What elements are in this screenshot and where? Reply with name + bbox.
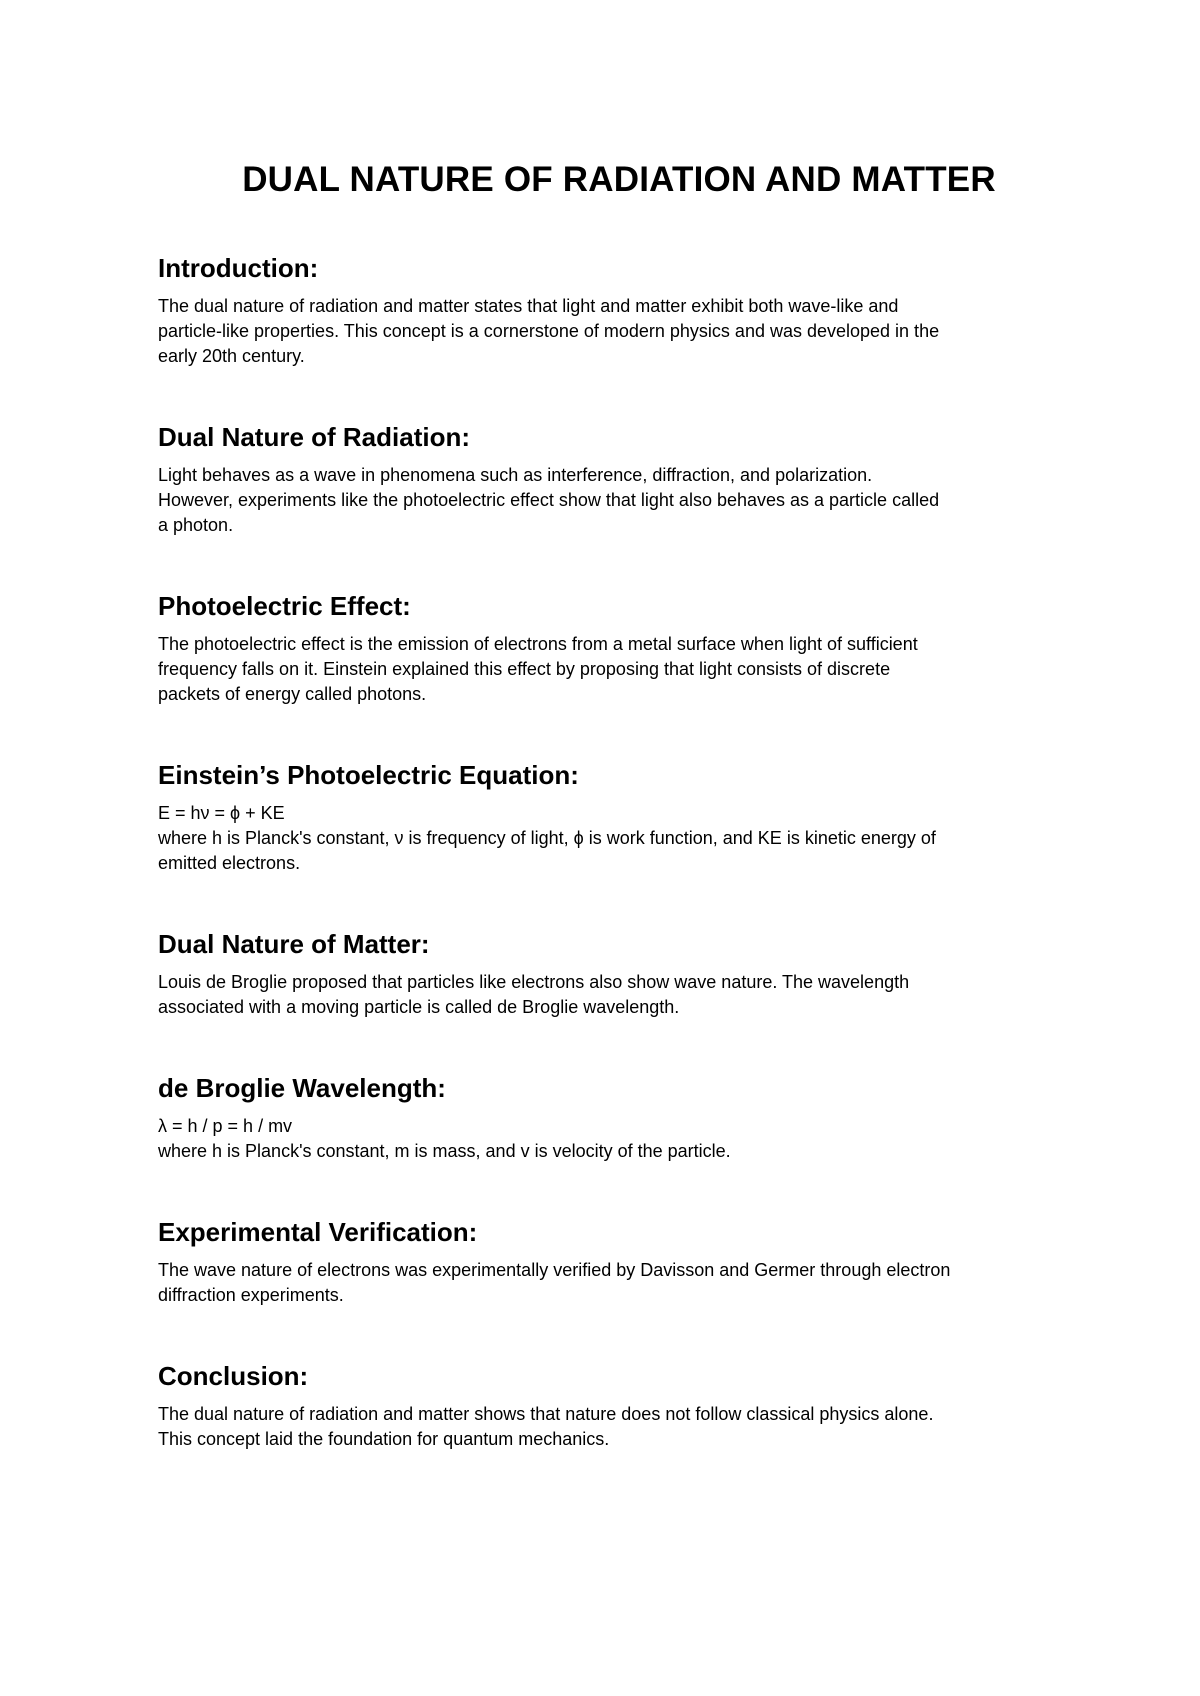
section-heading: Einstein’s Photoelectric Equation:	[158, 760, 579, 790]
section-body	[158, 294, 1070, 369]
section-de-broglie-wavelength	[158, 1020, 1070, 1164]
body-line: where h is Planck's constant, m is mass, and v is velocity of the particle.	[158, 1141, 731, 1161]
body-line: The wave nature of electrons was experimentally verified by Davisson and Germer through electron	[158, 1260, 951, 1280]
body-line: Light behaves as a wave in phenomena such as interference, diffraction, and polarization.	[158, 465, 873, 485]
section-heading: Dual Nature of Radiation:	[158, 422, 471, 452]
body-line: where h is Planck's constant, ν is frequency of light, ϕ is work function, and KE is kinetic energy of	[158, 828, 936, 848]
section-einstein-equation	[158, 707, 1070, 876]
section-introduction	[158, 202, 1070, 369]
section-heading: Experimental Verification:	[158, 1217, 478, 1247]
section-body	[158, 1258, 1070, 1308]
section-body	[158, 1402, 1070, 1452]
section-photoelectric-effect	[158, 538, 1070, 707]
section-dual-nature-of-radiation	[158, 369, 1070, 538]
section-heading: Dual Nature of Matter:	[158, 929, 430, 959]
body-line: a photon.	[158, 515, 234, 535]
section-heading: Introduction:	[158, 253, 319, 283]
body-line: The dual nature of radiation and matter states that light and matter exhibit both wave-like and	[158, 296, 899, 316]
body-line: frequency falls on it. Einstein explained this effect by proposing that light consists of discrete	[158, 659, 891, 679]
body-line: The photoelectric effect is the emission of electrons from a metal surface when light of sufficient	[158, 634, 918, 654]
body-line: emitted electrons.	[158, 853, 301, 873]
body-line: diffraction experiments.	[158, 1285, 344, 1305]
body-line: This concept laid the foundation for quantum mechanics.	[158, 1429, 610, 1449]
section-body	[158, 801, 1070, 876]
equation-line: E = hν = ϕ + KE	[158, 803, 285, 823]
section-body	[158, 463, 1070, 538]
body-line: However, experiments like the photoelectric effect show that light also behaves as a particle called	[158, 490, 940, 510]
body-line: associated with a moving particle is called de Broglie wavelength.	[158, 997, 680, 1017]
body-line: particle-like properties. This concept is a cornerstone of modern physics and was developed in the	[158, 321, 940, 341]
body-line: Louis de Broglie proposed that particles like electrons also show wave nature. The wavelength	[158, 972, 910, 992]
section-conclusion	[158, 1308, 1070, 1452]
section-body	[158, 632, 1070, 707]
section-body	[158, 970, 1070, 1020]
section-heading: de Broglie Wavelength:	[158, 1073, 446, 1103]
section-heading: Photoelectric Effect:	[158, 591, 411, 621]
document-title: DUAL NATURE OF RADIATION AND MATTER	[242, 160, 996, 199]
body-line: packets of energy called photons.	[158, 684, 427, 704]
section-heading: Conclusion:	[158, 1361, 309, 1391]
section-body	[158, 1114, 1070, 1164]
section-dual-nature-of-matter	[158, 876, 1070, 1020]
body-line: The dual nature of radiation and matter shows that nature does not follow classical physics alone.	[158, 1404, 934, 1424]
section-experimental-verification	[158, 1164, 1070, 1308]
body-line: early 20th century.	[158, 346, 305, 366]
equation-line: λ = h / p = h / mv	[158, 1116, 293, 1136]
